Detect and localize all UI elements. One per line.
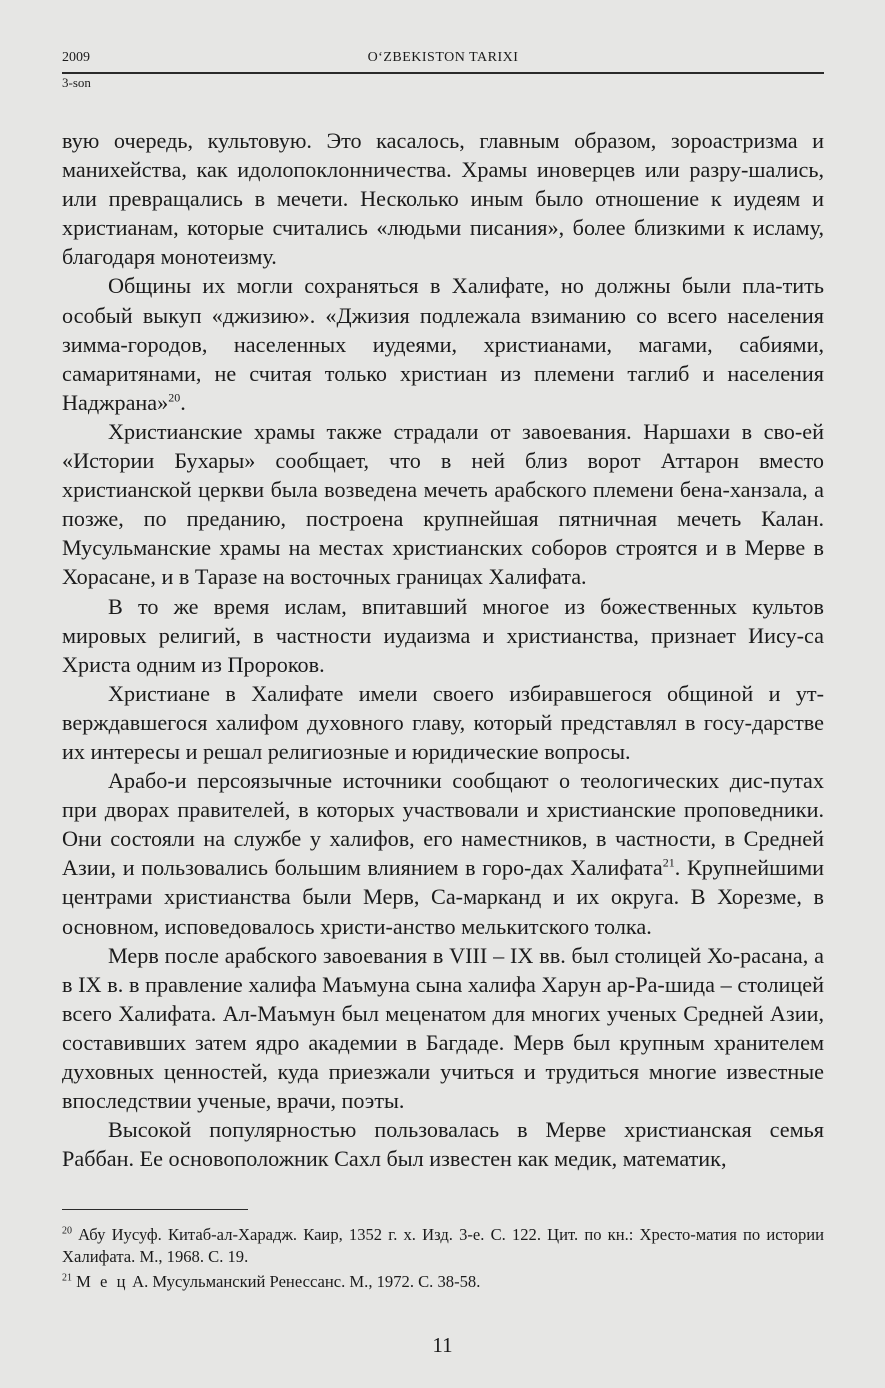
paragraph-4	[62, 592, 824, 679]
footnotes	[62, 1224, 824, 1297]
footnote-number: 20	[62, 1225, 72, 1237]
paragraph-8	[62, 1115, 824, 1173]
paragraph-6	[62, 766, 824, 941]
header-rule	[62, 72, 824, 74]
main-text	[62, 126, 824, 1173]
header-issue: 3-son	[62, 75, 91, 90]
paragraph-text: Арабо-и персоязычные источники сообщают о теологических дис-путах при дворах правителей, в которых участвовали и христианские проповедники. Они состояли на службе у халифов, его наместников, в частности, в Средней Азии, и пользовались большим влиянием в горо-дах Халифата	[62, 768, 824, 881]
paragraph-text: Христианские храмы также страдали от завоевания. Наршахи в сво-ей «Истории Бухары» сообщает, что в ней близ ворот Аттарон вместо христианской церкви была возведена мечеть арабского племени бена-ханзала, а позже, по преданию, построена крупнейшая пятничная мечеть Калан. Мусульманские храмы на местах христианских соборов строятся и в Мерве в Хорасане, и в Таразе на восточных границах Халифата.	[62, 418, 824, 590]
paragraph-text: Общины их могли сохраняться в Халифате, но должны были пла-тить особый выкуп «джизию». «Джизия подлежала взиманию со всего населения зимма-городов, населенных иудеями, христианами, магами, сабиями, самаритянами, не считая только христиан из племени таглиб и населения Наджрана»	[62, 273, 824, 415]
running-header	[62, 50, 824, 96]
paragraph-text: вую очередь, культовую. Это касалось, главным образом, зороастризма и манихейства, как идолопоклонничества. Храмы иноверцев или разру-шались, или превращались в мечети. Несколько иным было отношение к иудеям и христианам, которые считались «людьми писания», более близкими к исламу, благодаря монотеизму.	[62, 128, 824, 270]
footnote-21	[62, 1271, 824, 1293]
paragraph-5	[62, 679, 824, 766]
paragraph-1	[62, 126, 824, 271]
footnote-ref-21[interactable]: 21	[662, 855, 675, 870]
paragraph-2: Общины их могли сохраняться в Халифате, но должны были пла-тить особый выкуп «джизию». «Джизия подлежала взиманию со всего населения зимма-городов, населенных иудеями, христианами, магами, сабиями, самаритянами, не считая только христиан из племени таглиб и населения Наджрана»$^{20}$.	[62, 273, 824, 415]
footnote-20	[62, 1224, 824, 1267]
footnote-number: 21	[62, 1272, 72, 1284]
footnote-author: М е ц	[76, 1272, 128, 1291]
paragraph-text: Высокой популярностью пользовалась в Мерве христианская семья Раббан. Ее основоположник Сахл был известен как медик, математик,	[62, 1117, 824, 1172]
page-number: 11	[432, 1333, 453, 1357]
header-journal-title: O‘ZBEKISTON TARIXI	[367, 50, 519, 65]
header-year: 2009	[62, 50, 90, 65]
footnote-rule	[62, 1209, 248, 1210]
paragraph-text-continued: . Крупнейшими центрами христианства были Мерв, Са-марканд и их округа. В Хорезме, в основном, исповедовалось христи-анство мелькитского толка.	[62, 855, 824, 939]
paragraph-text: Мерв после арабского завоевания в VIII – IX вв. был столицей Хо-расана, а в IX в. в правление халифа Маъмуна сына халифа Харун ар-Ра-шида – столицей всего Халифата. Ал-Маъмун был меценатом для многих ученых Средней Азии, составивших затем ядро академии в Багдаде. Мерв был крупным хранителем духовных ценностей, куда приезжали учиться и трудиться многие известные впоследствии ученые, врачи, поэты.	[62, 942, 824, 1114]
footnote-ref-20[interactable]: 20	[168, 390, 181, 405]
paragraph-text: В то же время ислам, впитавший многое из божественных культов мировых религий, в частности иудаизма и христианства, признает Иису-са Христа одним из Пророков.	[62, 593, 824, 677]
footnote-text: А. Мусульманский Ренессанс. М., 1972. С. 38-58.	[132, 1272, 481, 1291]
footnote-text: Абу Иусуф. Китаб-ал-Харадж. Каир, 1352 г. х. Изд. 3-е. С. 122. Цит. по кн.: Хресто-матия по истории Халифата. М., 1968. С. 19.	[62, 1225, 825, 1266]
paragraph-7	[62, 941, 824, 1116]
paragraph-text: Христиане в Халифате имели своего избиравшегося общиной и ут-верждавшегося халифом духовного главу, который представлял в госу-дарстве их интересы и решал религиозные и юридические вопросы.	[62, 680, 824, 764]
paragraph-3	[62, 417, 824, 592]
